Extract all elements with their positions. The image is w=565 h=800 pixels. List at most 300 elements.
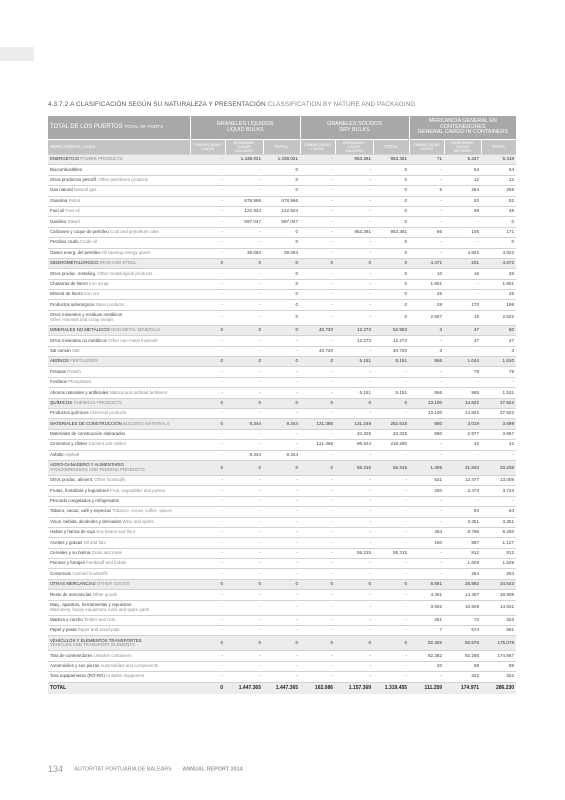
row-label — [48, 486, 190, 496]
row-value: 39.084 — [263, 248, 300, 258]
row-label-en: Soy beans and flour — [96, 529, 136, 535]
row-label — [48, 615, 190, 625]
row-value: - — [263, 475, 300, 485]
row-value: 0 — [263, 279, 300, 289]
row-value: 9.344 — [225, 419, 263, 429]
row-value: 680 — [409, 429, 444, 439]
row-value: 0 — [373, 175, 409, 185]
table-row — [48, 279, 516, 289]
row-value: 566 — [409, 357, 444, 367]
row-value: - — [300, 155, 335, 165]
table-row — [48, 377, 516, 387]
row-label-en: Paper and wood-pulp — [77, 627, 120, 633]
row-value: 0 — [263, 357, 300, 367]
row-value: - — [263, 672, 300, 682]
row-value: - — [335, 559, 373, 569]
row-value: - — [263, 615, 300, 625]
row-value: 14.822 — [444, 398, 481, 408]
category-row — [48, 636, 516, 651]
row-value: 47 — [444, 325, 481, 335]
row-value: - — [300, 377, 335, 387]
row-value: - — [190, 310, 225, 325]
row-value: 27.922 — [481, 398, 516, 408]
row-value: - — [225, 186, 263, 196]
row-value: 26 — [481, 269, 516, 279]
row-value: - — [263, 377, 300, 387]
row-value: - — [190, 672, 225, 682]
row-label-en: FERTILIZERS — [70, 358, 99, 364]
row-value: - — [190, 559, 225, 569]
row-value: - — [300, 527, 335, 537]
row-value: - — [190, 661, 225, 671]
table-row — [48, 367, 516, 377]
row-label-es: Otros minerales no metálicos — [50, 337, 107, 343]
row-value: - — [300, 175, 335, 185]
row-value: - — [225, 600, 263, 615]
row-label — [48, 248, 190, 258]
total-value: 162.086 — [300, 682, 335, 694]
table-row — [48, 475, 516, 485]
row-value: 0 — [263, 325, 300, 335]
row-value: - — [444, 496, 481, 506]
row-value: - — [225, 548, 263, 558]
row-label — [48, 217, 190, 227]
row-value: - — [263, 590, 300, 600]
row-value: - — [335, 538, 373, 548]
row-value: - — [225, 590, 263, 600]
row-value: - — [373, 559, 409, 569]
subcol-desemb-label-es: DESEMBAR-CADAS — [342, 141, 366, 149]
table-row — [48, 206, 516, 216]
row-value: - — [373, 651, 409, 661]
row-value: 4.672 — [481, 258, 516, 268]
row-value: - — [190, 196, 225, 206]
row-value: - — [300, 388, 335, 398]
row-value: - — [409, 517, 444, 527]
row-value: 965 — [444, 388, 481, 398]
row-value: 121.366 — [300, 419, 335, 429]
row-value: - — [190, 217, 225, 227]
row-value: - — [335, 672, 373, 682]
row-label-en: Other foodstuffs — [94, 477, 126, 483]
row-label — [48, 155, 190, 165]
row-value: - — [300, 538, 335, 548]
row-value: - — [263, 559, 300, 569]
row-value: - — [444, 279, 481, 289]
row-label-en: Canned foodstuffs — [72, 570, 108, 576]
row-value: 14.822 — [444, 408, 481, 418]
row-value: 40.720 — [373, 346, 409, 356]
page-edge-tab — [0, 47, 34, 61]
row-value: 28 — [409, 300, 444, 310]
row-value: 1.438.021 — [263, 155, 300, 165]
row-value: - — [263, 569, 300, 579]
group-header-containers — [409, 116, 516, 140]
row-value: - — [373, 377, 409, 387]
row-value: 1.044 — [444, 357, 481, 367]
group-header-liquid — [190, 116, 300, 140]
row-value: 0 — [263, 300, 300, 310]
row-value: - — [225, 377, 263, 387]
row-value: 174.667 — [481, 651, 516, 661]
row-label — [48, 419, 190, 429]
row-value: 0 — [373, 196, 409, 206]
table-row — [48, 217, 516, 227]
row-label-en: Tobacco, cocoa, coffee, spices — [112, 508, 172, 514]
row-value: 16 — [444, 269, 481, 279]
row-value: - — [335, 217, 373, 227]
row-value: 9.344 — [225, 450, 263, 460]
row-label — [48, 450, 190, 460]
row-value: - — [409, 377, 444, 387]
row-label-es: Fosfatos — [50, 379, 67, 385]
row-value: - — [444, 238, 481, 248]
row-value: 1.801 — [481, 279, 516, 289]
row-value: - — [373, 496, 409, 506]
row-label-en: POWER PRODUCTS — [80, 156, 123, 162]
row-value: 581 — [481, 626, 516, 636]
row-value: 574 — [444, 626, 481, 636]
row-label-es: Fuel oil — [50, 208, 65, 214]
row-value: - — [225, 165, 263, 175]
row-value: - — [409, 496, 444, 506]
row-label — [48, 475, 190, 485]
row-label-en: Natural gas — [73, 187, 97, 193]
row-value: 25 — [409, 290, 444, 300]
row-value: 84 — [444, 507, 481, 517]
row-value: 122.924 — [263, 206, 300, 216]
row-value: - — [335, 269, 373, 279]
row-value: 48 — [444, 206, 481, 216]
row-label-en: Feedstuff and fodder — [86, 560, 127, 566]
row-label — [48, 559, 190, 569]
row-label-es: Tara equipamiento (RO-RO) — [50, 673, 105, 679]
row-label-es: Materiales de construcción elaborados — [50, 431, 126, 437]
row-value: 82.402 — [409, 636, 444, 651]
row-value: 34.325 — [335, 429, 373, 439]
row-value: - — [190, 569, 225, 579]
row-value: 34.543 — [481, 579, 516, 589]
table-row — [48, 559, 516, 569]
row-value: 0 — [225, 460, 263, 475]
row-value: 170 — [444, 300, 481, 310]
row-label — [48, 517, 190, 527]
row-label — [48, 196, 190, 206]
table-row — [48, 408, 516, 418]
row-value: - — [225, 346, 263, 356]
row-value: 0 — [335, 636, 373, 651]
row-value: - — [300, 615, 335, 625]
row-value: 89 — [481, 661, 516, 671]
row-value: 254 — [444, 186, 481, 196]
row-value: - — [263, 496, 300, 506]
row-label-en: Other non-metal minerals — [108, 337, 158, 343]
row-value: 0 — [373, 310, 409, 325]
row-value: - — [300, 206, 335, 216]
row-value: - — [335, 367, 373, 377]
table-row — [48, 615, 516, 625]
row-value: - — [190, 175, 225, 185]
row-value: 131.249 — [335, 419, 373, 429]
row-value: - — [335, 186, 373, 196]
row-label-es: Productos siderúrgicos — [50, 301, 95, 307]
row-value: - — [225, 507, 263, 517]
table-row — [48, 227, 516, 237]
row-value: - — [335, 507, 373, 517]
row-value: - — [409, 196, 444, 206]
category-row — [48, 155, 516, 165]
row-value: 0 — [190, 258, 225, 268]
row-value: 0 — [335, 579, 373, 589]
row-value: - — [300, 590, 335, 600]
row-label — [48, 460, 190, 475]
row-label-es: Otros produc. metalúrg. — [50, 270, 97, 276]
row-value: - — [190, 590, 225, 600]
row-label-en: OTHER GOODS — [96, 581, 130, 587]
row-value: 812 — [444, 548, 481, 558]
row-value: - — [263, 336, 300, 346]
row-value: - — [300, 408, 335, 418]
section-title-en: CLASSIFICATION BY NATURE AND PACKAGING — [267, 101, 416, 108]
row-value: - — [263, 517, 300, 527]
row-label — [48, 626, 190, 636]
row-value: - — [225, 527, 263, 537]
row-value: - — [225, 672, 263, 682]
row-value: 0 — [373, 258, 409, 268]
row-value: - — [190, 227, 225, 237]
row-label-en: CHEMICAL PRODUCTS — [73, 399, 122, 405]
row-value: - — [300, 217, 335, 227]
row-label — [48, 429, 190, 439]
table-row — [48, 486, 516, 496]
row-value: - — [263, 367, 300, 377]
row-value: 8.561 — [409, 579, 444, 589]
row-value: 2.622 — [481, 310, 516, 325]
category-row — [48, 357, 516, 367]
row-label-en: Other goods — [92, 591, 117, 597]
row-value: 12 — [481, 175, 516, 185]
row-value: - — [300, 626, 335, 636]
category-row — [48, 460, 516, 475]
row-value: 4.471 — [409, 258, 444, 268]
row-value: 13.100 — [409, 398, 444, 408]
row-value: 1.531 — [481, 388, 516, 398]
row-value: - — [300, 186, 335, 196]
row-value: - — [190, 517, 225, 527]
row-value: - — [373, 615, 409, 625]
row-value: - — [335, 165, 373, 175]
row-value: 0 — [300, 357, 335, 367]
total-value: 111.259 — [409, 682, 444, 694]
row-value: 0 — [263, 269, 300, 279]
row-label-en: NON-METAL MINERALS — [111, 327, 161, 333]
row-value: - — [481, 496, 516, 506]
header-row-subcolumns — [48, 140, 516, 155]
row-value: - — [190, 507, 225, 517]
total-value: 1.157.369 — [335, 682, 373, 694]
table-row — [48, 672, 516, 682]
row-label — [48, 357, 190, 367]
row-value: 5 — [409, 186, 444, 196]
row-label-es: Resto de mercancías — [50, 591, 92, 597]
table-row — [48, 429, 516, 439]
row-label-en: Other petroleum products — [98, 177, 149, 183]
row-value: 0 — [190, 357, 225, 367]
table-row — [48, 496, 516, 506]
row-value: 5.151 — [335, 357, 373, 367]
row-value: 10 — [409, 269, 444, 279]
subcol-embarc-label-en: LOADED — [310, 147, 325, 151]
row-value: 3.351 — [481, 517, 516, 527]
footer-report: ANNUAL REPORT 2014 — [182, 766, 243, 773]
row-value: 25 — [481, 290, 516, 300]
subcol-desemb-label-en: UNLOADED — [453, 149, 472, 153]
row-label-es: Piensos y forrajes — [50, 560, 85, 566]
row-value: - — [225, 388, 263, 398]
row-value: 953.381 — [335, 155, 373, 165]
subcol-desemb-label-en: UNLOADED — [345, 149, 363, 153]
row-value: - — [409, 367, 444, 377]
row-label — [48, 238, 190, 248]
row-value: 218.290 — [373, 440, 409, 450]
row-label-en: Phosphates — [68, 379, 92, 385]
row-value: 55.315 — [373, 548, 409, 558]
row-value: - — [225, 269, 263, 279]
row-value: 14.407 — [444, 590, 481, 600]
row-value: 0 — [263, 290, 300, 300]
row-value: - — [373, 600, 409, 615]
subcol-header-total — [481, 140, 516, 155]
row-value: - — [190, 248, 225, 258]
row-value: - — [190, 475, 225, 485]
row-value: - — [225, 227, 263, 237]
row-label-en: Other metallurgical products — [97, 270, 153, 276]
total-ports-header — [48, 116, 190, 140]
row-value: - — [409, 569, 444, 579]
category-row — [48, 398, 516, 408]
row-label-es: Biocombustibles — [50, 166, 82, 172]
row-value: - — [373, 517, 409, 527]
row-value: 14.831 — [481, 600, 516, 615]
row-value: - — [225, 279, 263, 289]
row-label — [48, 388, 190, 398]
row-value: - — [190, 206, 225, 216]
row-value: - — [190, 496, 225, 506]
table-row — [48, 569, 516, 579]
row-value: - — [190, 155, 225, 165]
row-value: 105 — [444, 227, 481, 237]
row-value: 12 — [444, 175, 481, 185]
row-value: - — [409, 217, 444, 227]
row-value: 597.047 — [225, 217, 263, 227]
row-value: 12.477 — [444, 475, 481, 485]
row-value: - — [409, 548, 444, 558]
row-value: 54 — [481, 165, 516, 175]
row-value: - — [335, 475, 373, 485]
row-value: - — [263, 600, 300, 615]
row-value: 953.381 — [335, 227, 373, 237]
row-label — [48, 206, 190, 216]
row-value: 0 — [373, 269, 409, 279]
total-value: 286.230 — [481, 682, 516, 694]
row-value: - — [225, 538, 263, 548]
row-value: - — [335, 346, 373, 356]
row-value: - — [190, 450, 225, 460]
row-value: - — [335, 517, 373, 527]
row-label — [48, 636, 190, 651]
group-header-dry — [300, 116, 409, 140]
subcol-header-desemb — [444, 140, 481, 155]
row-label-en: Potash — [67, 368, 81, 374]
row-value: - — [373, 661, 409, 671]
row-label-es: OTRAS MERCANCÍAS — [50, 581, 96, 587]
row-value: - — [481, 450, 516, 460]
row-label-en: Natural and artificial fertilisers — [109, 389, 168, 395]
row-value: - — [373, 450, 409, 460]
row-value: - — [373, 569, 409, 579]
row-value: 47 — [481, 336, 516, 346]
row-label-es: Gas natural — [50, 187, 73, 193]
group-dry-en: DRY BULKS — [339, 126, 370, 133]
row-value: 13.008 — [481, 475, 516, 485]
row-value: 254 — [481, 569, 516, 579]
row-value: - — [225, 559, 263, 569]
total-row — [48, 682, 516, 694]
row-value: 1.405 — [409, 460, 444, 475]
row-value: - — [190, 377, 225, 387]
row-label-es: QUÍMICOS — [50, 399, 73, 405]
row-value: - — [225, 429, 263, 439]
total-value: 1.447.365 — [225, 682, 263, 694]
row-value: 0 — [190, 419, 225, 429]
row-value: - — [409, 450, 444, 460]
subcol-total-label: TOTAL — [491, 144, 506, 149]
row-value: 72 — [444, 615, 481, 625]
row-value: 0 — [225, 258, 263, 268]
total-value: 1.319.455 — [373, 682, 409, 694]
row-value: - — [409, 672, 444, 682]
row-label-en: BUILDING MATERIALS — [123, 420, 170, 426]
row-value: - — [225, 310, 263, 325]
row-value: 3 — [409, 325, 444, 335]
row-value: - — [225, 440, 263, 450]
row-value: - — [225, 475, 263, 485]
row-label-en: Unladen containers — [93, 652, 132, 658]
row-value: - — [300, 300, 335, 310]
table-row — [48, 310, 516, 325]
table-row — [48, 517, 516, 527]
total-label: TOTAL — [48, 682, 190, 694]
row-value: 1.438.021 — [225, 155, 263, 165]
page-footer — [48, 764, 243, 774]
row-label — [48, 290, 190, 300]
row-value: - — [190, 408, 225, 418]
row-value: 201 — [444, 258, 481, 268]
table-row — [48, 538, 516, 548]
row-value: 0 — [373, 165, 409, 175]
row-label-en: Fruit, vegetables and pulses — [110, 487, 165, 493]
row-label-es: Cereales y su harina — [50, 549, 91, 555]
row-value: 0 — [263, 636, 300, 651]
row-value: - — [335, 600, 373, 615]
row-label-es: ABONOS — [50, 358, 69, 364]
table-row — [48, 269, 516, 279]
row-value: - — [263, 429, 300, 439]
row-label-es: SIDEROMETALÚRGICO — [50, 260, 99, 266]
row-value: - — [409, 507, 444, 517]
row-value: 69 — [444, 661, 481, 671]
row-label-en: Iron ore — [84, 291, 100, 297]
